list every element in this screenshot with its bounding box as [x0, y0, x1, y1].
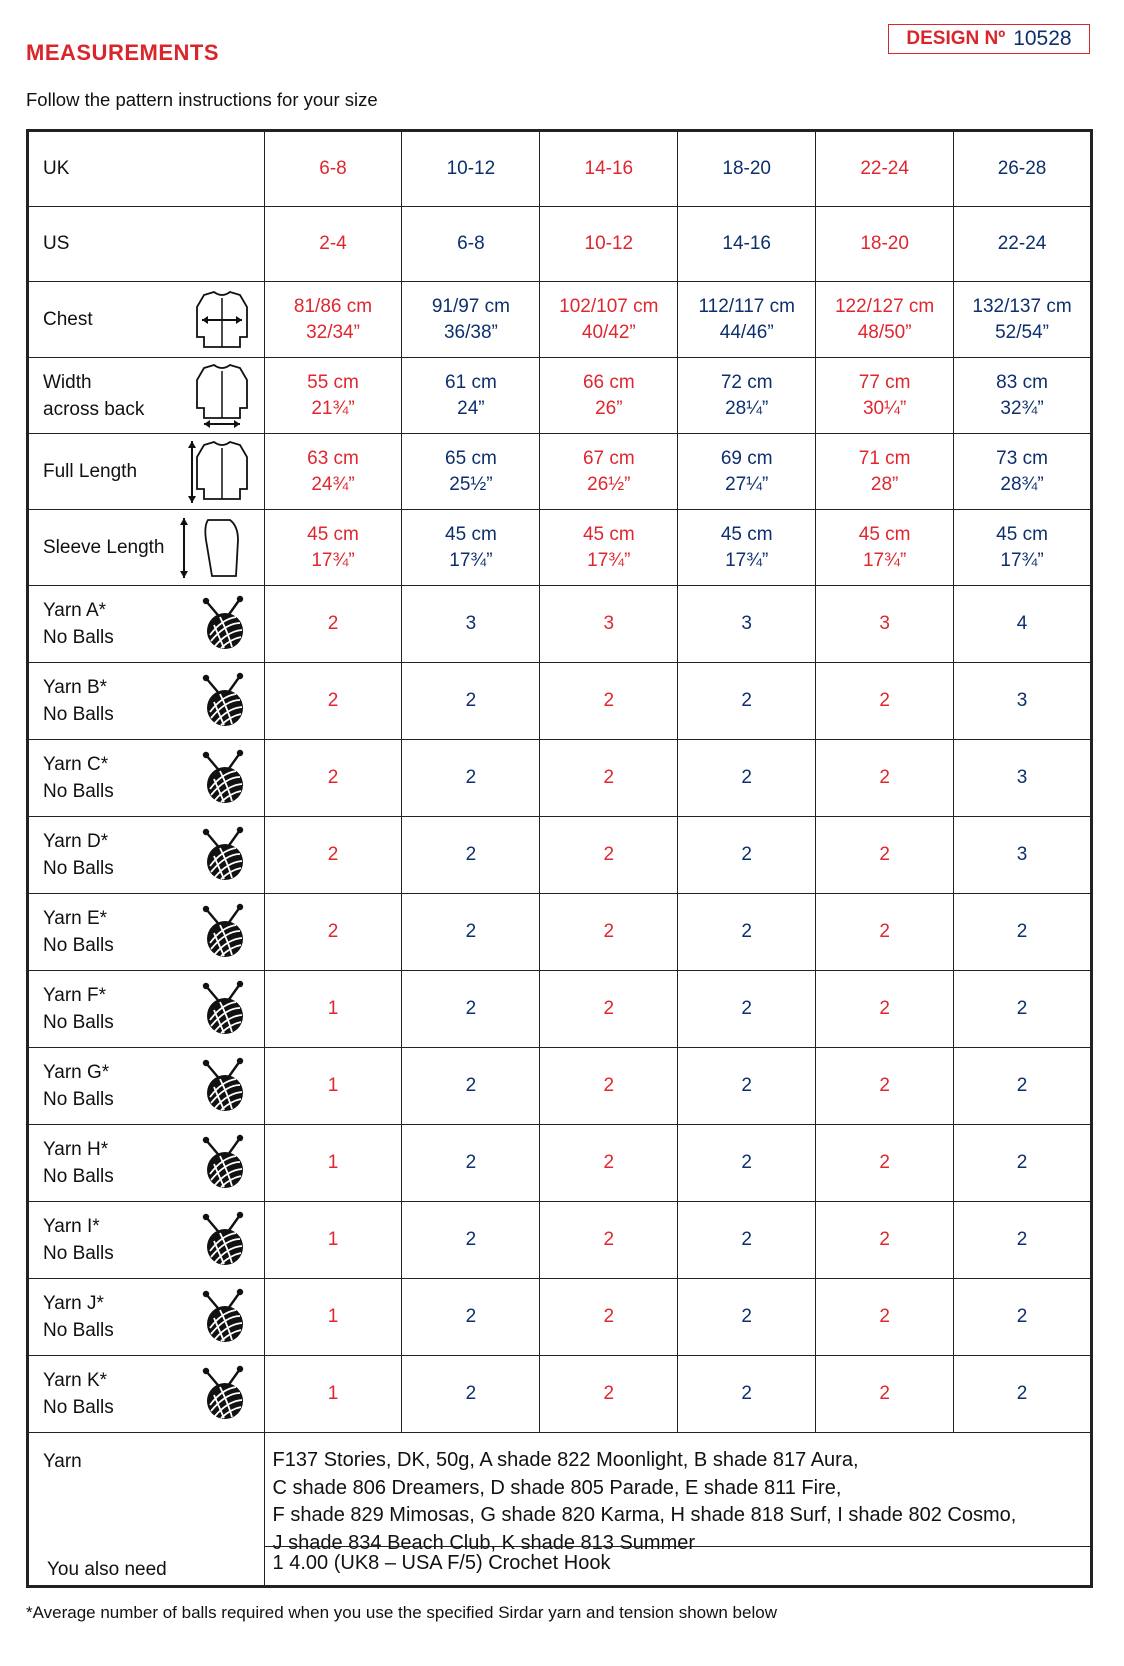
measurement-in: 44/46” [719, 321, 774, 343]
row-label-line: No Balls [43, 1012, 114, 1033]
also-need-value: 1 4.00 (UK8 – USA F/5) Crochet Hook [272, 1552, 611, 1574]
yarn-ball-icon [198, 826, 250, 884]
measurement-cell [816, 282, 954, 358]
measurement-in: 24” [457, 397, 485, 419]
row-label-line: UK [43, 158, 70, 179]
yarn-label [28, 740, 265, 817]
measurement-cm: 83 cm [996, 371, 1048, 393]
row-label-line: Yarn F* [43, 985, 107, 1006]
yarn-count-cell: 2 [816, 1048, 954, 1125]
size-cell: 10-12 [402, 131, 540, 207]
row-label-line: Chest [43, 308, 93, 330]
design-number: 10528 [1013, 27, 1072, 50]
row-uk-label-text [43, 155, 69, 183]
yarn-ball-icon [198, 749, 250, 807]
yarn-label-text [43, 1213, 114, 1267]
measurement-cm: 45 cm [720, 523, 773, 545]
yarn-count-cell: 2 [678, 1125, 816, 1202]
yarn-count-cell: 2 [954, 1125, 1092, 1202]
yarn-count-cell: 2 [816, 971, 954, 1048]
measurement-label [28, 510, 265, 586]
row-label-line: No Balls [43, 935, 114, 956]
yarn-count-cell: 4 [954, 586, 1092, 663]
row-uk-label [28, 131, 265, 207]
size-cell: 22-24 [816, 131, 954, 207]
yarn-count-cell: 2 [954, 894, 1092, 971]
measurement-cm: 61 cm [445, 371, 497, 393]
yarn-count-cell: 2 [402, 1356, 540, 1433]
measurement-cm: 69 cm [720, 447, 773, 469]
yarn-ball-icon [198, 903, 250, 961]
yarn-count-cell: 2 [954, 1279, 1092, 1356]
measurement-cm: 72 cm [720, 371, 773, 393]
yarn-count-cell: 2 [678, 1279, 816, 1356]
measurement-cell [540, 358, 678, 434]
yarn-row [28, 1048, 1092, 1125]
yarn-count-cell: 2 [402, 1125, 540, 1202]
yarn-label-text [43, 674, 114, 728]
row-label-line: Yarn H* [43, 1139, 109, 1160]
measurement-cell [954, 510, 1092, 586]
yarn-ball-icon [198, 595, 250, 653]
row-label-line: No Balls [43, 1089, 114, 1110]
measurement-cm: 91/97 cm [431, 295, 510, 317]
measurement-cell [678, 510, 816, 586]
yarn-label-text [43, 982, 114, 1036]
yarn-count-cell: 2 [954, 971, 1092, 1048]
row-label-line: Yarn E* [43, 908, 108, 929]
size-cell: 18-20 [816, 207, 954, 282]
yarn-label [28, 1356, 265, 1433]
measurement-in: 17¾” [587, 549, 631, 571]
yarn-count-cell: 2 [816, 1125, 954, 1202]
measurement-cm: 45 cm [996, 523, 1048, 545]
yarn-shades-text [273, 1447, 1017, 1557]
row-label-line: Width [43, 371, 92, 393]
yarn-label-text [43, 828, 114, 882]
design-label: DESIGN Nº [906, 28, 1006, 49]
measurement-cm: 73 cm [996, 447, 1048, 469]
yarn-count-cell: 2 [540, 1125, 678, 1202]
measurement-cm: 71 cm [858, 447, 911, 469]
measurement-in: 25½” [449, 473, 493, 495]
measurement-cm: 132/137 cm [972, 295, 1072, 317]
yarn-count-cell: 2 [816, 1279, 954, 1356]
measurement-cell [264, 282, 402, 358]
measurement-cell [402, 282, 540, 358]
yarn-count-cell: 2 [540, 740, 678, 817]
yarn-count-cell: 1 [264, 1356, 402, 1433]
measurement-label [28, 282, 265, 358]
yarn-label-text [43, 597, 114, 651]
measurement-cm: 66 cm [582, 371, 635, 393]
measurement-cell [678, 282, 816, 358]
row-label-line: No Balls [43, 1166, 114, 1187]
yarn-ball-icon [198, 1134, 250, 1192]
yarn-row [28, 1202, 1092, 1279]
yarn-row [28, 1125, 1092, 1202]
measurement-cm: 81/86 cm [293, 295, 373, 317]
measurement-in: 30¼” [862, 397, 907, 419]
yarn-label [28, 663, 265, 740]
row-label-line: Sleeve Length [43, 536, 165, 558]
yarn-count-cell: 3 [540, 586, 678, 663]
measurement-row [28, 282, 1092, 358]
yarn-count-cell: 2 [540, 663, 678, 740]
yarn-count-cell: 2 [402, 971, 540, 1048]
measurement-cm: 122/127 cm [834, 295, 935, 317]
yarn-count-cell: 2 [402, 1048, 540, 1125]
measurement-label-text [43, 306, 93, 334]
footnote: *Average number of balls required when you use the specified Sirdar yarn and tension shown below [26, 1603, 777, 1622]
measurement-in: 36/38” [443, 321, 498, 343]
yarn-info-row [28, 1433, 1092, 1587]
measurement-in: 48/50” [857, 321, 912, 343]
size-cell: 10-12 [540, 207, 678, 282]
yarn-row [28, 740, 1092, 817]
measurement-cell [264, 358, 402, 434]
yarn-count-cell: 2 [402, 740, 540, 817]
measurement-in: 17¾” [862, 549, 907, 571]
yarn-label [28, 1202, 265, 1279]
measurement-label [28, 358, 265, 434]
measurement-cm: 67 cm [582, 447, 635, 469]
yarn-label-text [43, 1136, 114, 1190]
measurement-cm: 45 cm [858, 523, 911, 545]
yarn-count-cell: 1 [264, 1279, 402, 1356]
yarn-count-cell: 2 [264, 663, 402, 740]
measurement-cell [540, 282, 678, 358]
yarn-count-cell: 2 [540, 971, 678, 1048]
yarn-count-cell: 2 [816, 817, 954, 894]
measurement-cm: 55 cm [307, 371, 359, 393]
yarn-count-cell: 3 [954, 663, 1092, 740]
yarn-ball-icon [198, 1288, 250, 1346]
row-label-line: Yarn J* [43, 1293, 104, 1314]
size-cell: 22-24 [954, 207, 1092, 282]
measurement-in: 27¼” [725, 473, 769, 495]
measurement-cell [540, 510, 678, 586]
yarn-row [28, 1356, 1092, 1433]
yarn-count-cell: 2 [540, 1279, 678, 1356]
yarn-count-cell: 2 [402, 817, 540, 894]
measurement-cell [264, 510, 402, 586]
measurement-in: 26½” [587, 473, 631, 495]
size-cell: 14-16 [540, 131, 678, 207]
row-label-line: Yarn D* [43, 831, 109, 852]
row-label-line: Yarn G* [43, 1062, 110, 1083]
yarn-count-cell: 2 [678, 1202, 816, 1279]
measurement-cm: 63 cm [307, 447, 359, 469]
yarn-count-cell: 2 [816, 1356, 954, 1433]
measurements-table [26, 129, 1093, 1588]
row-label-line: No Balls [43, 781, 114, 802]
yarn-count-cell: 2 [402, 894, 540, 971]
yarn-count-cell: 3 [954, 740, 1092, 817]
yarn-count-cell: 1 [264, 1125, 402, 1202]
measurement-cell [816, 510, 954, 586]
yarn-info-detail-cell [264, 1433, 1091, 1587]
measurement-row [28, 358, 1092, 434]
measurement-cell [402, 358, 540, 434]
yarn-count-cell: 2 [540, 1356, 678, 1433]
measurement-label-text [43, 534, 165, 562]
measurement-cell [678, 358, 816, 434]
yarn-count-cell: 2 [402, 663, 540, 740]
row-label-line: No Balls [43, 1243, 114, 1264]
yarn-count-cell: 2 [954, 1202, 1092, 1279]
measurement-cm: 102/107 cm [559, 295, 659, 317]
measurement-in: 17¾” [1000, 549, 1044, 571]
measurement-cell [678, 434, 816, 510]
measurement-in: 26” [595, 397, 623, 419]
yarn-label [28, 894, 265, 971]
also-need-label: You also need [47, 1559, 167, 1580]
row-uk [28, 131, 1092, 207]
yarn-ball-icon [198, 1057, 250, 1115]
measurement-in: 28¾” [1000, 473, 1044, 495]
measurement-in: 52/54” [995, 321, 1049, 343]
yarn-label [28, 1279, 265, 1356]
row-label-line: No Balls [43, 1397, 114, 1418]
yarn-label [28, 1048, 265, 1125]
measurement-cm: 112/117 cm [698, 295, 795, 317]
measurement-label-text [43, 458, 137, 486]
yarn-count-cell: 2 [264, 586, 402, 663]
chest-width-garment-icon [194, 289, 250, 351]
measurement-in: 21¾” [311, 397, 355, 419]
yarn-count-cell: 2 [816, 894, 954, 971]
yarn-count-cell: 1 [264, 1202, 402, 1279]
yarn-count-cell: 2 [954, 1048, 1092, 1125]
measurement-cell [954, 434, 1092, 510]
yarn-label-text [43, 751, 114, 805]
yarn-row [28, 1279, 1092, 1356]
yarn-count-cell: 2 [540, 1048, 678, 1125]
yarn-ball-icon [198, 1211, 250, 1269]
row-label-line: Full Length [43, 460, 138, 482]
measurement-in: 28” [870, 473, 899, 495]
row-label-line: Yarn C* [43, 754, 109, 775]
size-cell: 14-16 [678, 207, 816, 282]
yarn-row [28, 586, 1092, 663]
yarn-count-cell: 2 [678, 894, 816, 971]
measurement-in: 24¾” [311, 473, 355, 495]
yarn-count-cell: 2 [678, 663, 816, 740]
measurement-cell [540, 434, 678, 510]
yarn-count-cell: 3 [954, 817, 1092, 894]
yarn-count-cell: 2 [264, 817, 402, 894]
design-number-box [888, 24, 1090, 54]
yarn-label-text [43, 1290, 114, 1344]
measurement-cell [264, 434, 402, 510]
measurement-cell [954, 282, 1092, 358]
measurement-cm: 45 cm [307, 523, 359, 545]
row-us-label [28, 207, 265, 282]
size-cell: 2-4 [264, 207, 402, 282]
yarn-label [28, 971, 265, 1048]
yarn-label-text [43, 1059, 114, 1113]
row-label-line: US [43, 233, 70, 254]
size-cell: 26-28 [954, 131, 1092, 207]
yarn-count-cell: 2 [264, 740, 402, 817]
also-need-row [265, 1546, 1090, 1585]
yarn-count-cell: 2 [264, 894, 402, 971]
yarn-info-label: Yarn [43, 1451, 82, 1472]
measurement-row [28, 510, 1092, 586]
yarn-count-cell: 3 [678, 586, 816, 663]
full-length-garment-icon [186, 437, 250, 507]
size-cell: 18-20 [678, 131, 816, 207]
size-cell: 6-8 [264, 131, 402, 207]
yarn-row [28, 894, 1092, 971]
measurement-cm: 45 cm [445, 523, 497, 545]
yarn-count-cell: 2 [678, 1048, 816, 1125]
measurement-in: 32/34” [306, 321, 360, 343]
yarn-row [28, 971, 1092, 1048]
intro-text: Follow the pattern instructions for your size [26, 89, 378, 110]
yarn-label [28, 817, 265, 894]
yarn-ball-icon [198, 1365, 250, 1423]
yarn-count-cell: 2 [540, 894, 678, 971]
measurement-cell [402, 510, 540, 586]
row-label-line: Yarn A* [43, 600, 107, 621]
row-label-line: across back [43, 398, 145, 420]
row-label-line: Yarn I* [43, 1216, 100, 1237]
yarn-row [28, 663, 1092, 740]
yarn-count-cell: 2 [954, 1356, 1092, 1433]
sleeve-length-icon [178, 514, 250, 582]
page-title: MEASUREMENTS [26, 40, 220, 65]
measurement-cm: 77 cm [858, 371, 911, 393]
yarn-count-cell: 2 [816, 663, 954, 740]
measurement-cm: 45 cm [582, 523, 635, 545]
back-width-garment-icon [194, 362, 250, 430]
measurement-in: 40/42” [581, 321, 636, 343]
yarn-ball-icon [198, 980, 250, 1038]
yarn-label-text [43, 905, 114, 959]
measurement-in: 17¾” [725, 549, 769, 571]
yarn-count-cell: 2 [816, 1202, 954, 1279]
row-label-line: Yarn B* [43, 677, 108, 698]
measurement-row [28, 434, 1092, 510]
yarn-shade-line: J shade 834 Beach Club, K shade 813 Summer [272, 1531, 696, 1554]
yarn-count-cell: 2 [678, 740, 816, 817]
yarn-count-cell: 2 [816, 740, 954, 817]
measurement-in: 32¾” [1000, 397, 1044, 419]
row-label-line: Yarn K* [43, 1370, 108, 1391]
size-cell: 6-8 [402, 207, 540, 282]
yarn-info-label-cell [28, 1433, 265, 1587]
yarn-count-cell: 2 [678, 817, 816, 894]
row-us-label-text [43, 230, 69, 258]
measurement-cm: 65 cm [445, 447, 497, 469]
yarn-count-cell: 2 [402, 1279, 540, 1356]
yarn-shade-line: F shade 829 Mimosas, G shade 820 Karma, H shade 818 Surf, I shade 802 Cosmo, [272, 1504, 1017, 1526]
row-us [28, 207, 1092, 282]
row-label-line: No Balls [43, 1320, 114, 1341]
yarn-count-cell: 3 [816, 586, 954, 663]
yarn-count-cell: 2 [540, 817, 678, 894]
yarn-label-text [43, 1367, 114, 1421]
yarn-count-cell: 2 [678, 971, 816, 1048]
measurement-cell [954, 358, 1092, 434]
measurement-label [28, 434, 265, 510]
measurement-cell [402, 434, 540, 510]
measurement-in: 28¼” [725, 397, 769, 419]
yarn-row [28, 817, 1092, 894]
yarn-count-cell: 2 [540, 1202, 678, 1279]
yarn-count-cell: 3 [402, 586, 540, 663]
row-label-line: No Balls [43, 627, 114, 648]
yarn-label [28, 1125, 265, 1202]
row-label-line: No Balls [43, 704, 114, 725]
yarn-count-cell: 1 [264, 1048, 402, 1125]
measurement-cell [816, 434, 954, 510]
row-label-line: No Balls [43, 858, 114, 879]
measurement-label-text [43, 369, 144, 423]
yarn-ball-icon [198, 672, 250, 730]
yarn-count-cell: 2 [402, 1202, 540, 1279]
yarn-shade-line: C shade 806 Dreamers, D shade 805 Parade, E shade 811 Fire, [272, 1476, 842, 1499]
yarn-shade-line: F137 Stories, DK, 50g, A shade 822 Moonlight, B shade 817 Aura, [272, 1449, 859, 1471]
yarn-label [28, 586, 265, 663]
yarn-count-cell: 1 [264, 971, 402, 1048]
measurement-in: 17¾” [449, 549, 493, 571]
measurement-in: 17¾” [311, 549, 355, 571]
measurement-cell [816, 358, 954, 434]
yarn-count-cell: 2 [678, 1356, 816, 1433]
